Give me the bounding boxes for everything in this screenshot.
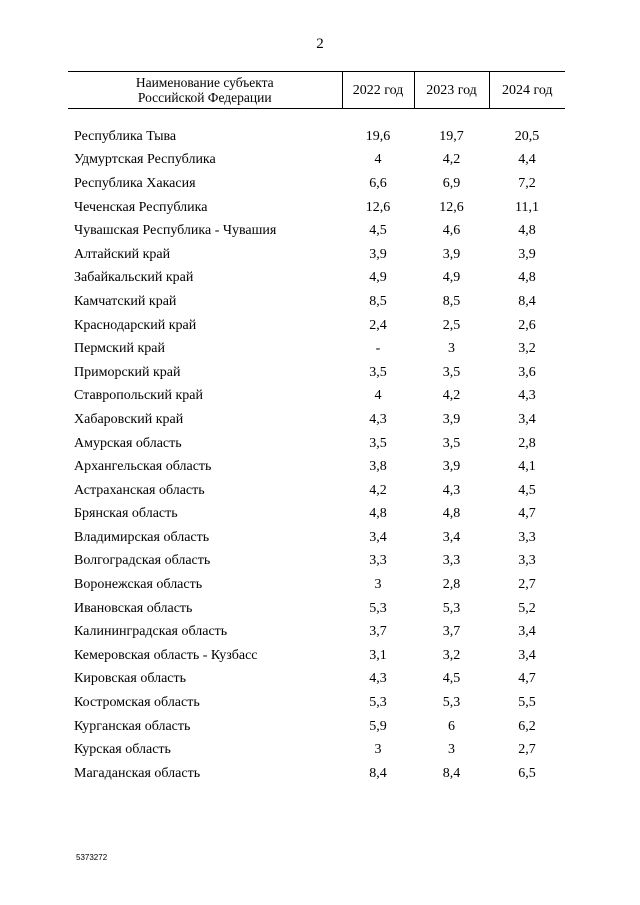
table-row (68, 479, 565, 503)
value-2022-cell: 6,6 (369, 175, 387, 191)
value-2024-cell: 6,2 (518, 718, 536, 734)
table-row (68, 691, 565, 715)
table-spacer (68, 109, 565, 126)
table-row (68, 361, 565, 385)
value-2022-cell: 3 (374, 577, 382, 593)
region-name-cell: Архангельская область (74, 459, 212, 475)
value-2023-cell: 3,3 (442, 553, 461, 569)
value-2022-cell: 19,6 (365, 128, 391, 144)
value-2023-cell: 6,9 (442, 175, 461, 191)
value-2024-cell: 2,7 (518, 577, 536, 593)
value-2023-cell: 4,2 (442, 152, 461, 168)
value-2022-cell: 5,3 (369, 695, 387, 711)
value-2023-cell: 12,6 (439, 199, 464, 215)
value-2024-cell: 7,2 (518, 175, 536, 191)
region-name-cell: Курганская область (74, 718, 191, 734)
region-name-cell: Воронежская область (74, 577, 203, 593)
value-2022-cell: 2,4 (369, 317, 387, 333)
value-2024-cell: 4,1 (518, 459, 536, 475)
table-row (68, 526, 565, 550)
value-2022-cell: 3,8 (369, 459, 387, 475)
table-row (68, 219, 565, 243)
value-2023-cell: 19,7 (439, 128, 464, 144)
table-row (68, 432, 565, 456)
page-number: 2 (316, 36, 324, 52)
table-row (68, 715, 565, 739)
value-2023-cell: 3,5 (442, 435, 461, 451)
value-2022-cell: 3,3 (369, 553, 387, 569)
table-row (68, 149, 565, 173)
region-name-cell: Пермский край (74, 341, 165, 357)
value-2023-cell: 3 (448, 742, 455, 758)
table-row (68, 644, 565, 668)
region-name-cell: Забайкальский край (74, 270, 194, 286)
table-row (68, 290, 565, 314)
region-name-cell: Волгоградская область (74, 553, 211, 569)
value-2023-cell: 5,3 (442, 695, 461, 711)
region-name-cell: Амурская область (74, 435, 182, 451)
value-2024-cell: 3,6 (518, 364, 536, 380)
value-2022-cell: 4 (374, 152, 382, 168)
value-2024-cell: 8,4 (518, 293, 536, 309)
header-region-name-line1: Наименование субъекта (135, 75, 274, 90)
value-2023-cell: 3 (448, 341, 455, 357)
value-2024-cell: 3,4 (518, 624, 536, 640)
value-2024-cell: 2,7 (518, 742, 536, 758)
value-2023-cell: 3,2 (442, 647, 461, 663)
value-2023-cell: 3,9 (442, 246, 461, 262)
value-2024-cell: 4,3 (518, 388, 536, 404)
value-2023-cell: 4,8 (442, 506, 461, 522)
value-2023-cell: 3,9 (442, 411, 461, 427)
value-2022-cell: 3,5 (369, 435, 387, 451)
region-name-cell: Астраханская область (74, 482, 205, 498)
value-2023-cell: 3,9 (442, 459, 461, 475)
value-2023-cell: 2,8 (442, 577, 461, 593)
region-name-cell: Республика Тыва (74, 128, 177, 144)
value-2024-cell: 2,6 (518, 317, 536, 333)
header-year-2023: 2023 год (414, 72, 489, 109)
table-row (68, 573, 565, 597)
region-name-cell: Ставропольский край (74, 388, 203, 404)
value-2024-cell: 20,5 (514, 128, 540, 144)
region-name-cell: Магаданская область (74, 765, 201, 781)
value-2022-cell: 4,9 (369, 270, 387, 286)
region-name-cell: Кировская область (74, 671, 187, 687)
value-2022-cell: 5,3 (369, 600, 387, 616)
region-name-cell: Курская область (74, 742, 171, 758)
table-row (68, 314, 565, 338)
value-2022-cell: 4,3 (369, 411, 387, 427)
table-row (68, 597, 565, 621)
value-2023-cell: 8,5 (442, 293, 461, 309)
value-2022-cell: 3,5 (369, 364, 387, 380)
table-row (68, 620, 565, 644)
table-row (68, 503, 565, 527)
region-name-cell: Владимирская область (74, 529, 210, 545)
table-row (68, 408, 565, 432)
value-2022-cell: 4,2 (369, 482, 387, 498)
region-name-cell: Ивановская область (74, 600, 193, 616)
table-row (68, 668, 565, 692)
value-2022-cell: 3,9 (369, 246, 387, 262)
value-2023-cell: 4,2 (442, 388, 461, 404)
value-2023-cell: 4,9 (442, 270, 461, 286)
value-2022-cell: 4 (374, 388, 382, 404)
region-name-cell: Брянская область (74, 506, 178, 522)
value-2022-cell: 3,7 (369, 624, 387, 640)
header-row (68, 72, 565, 109)
value-2023-cell: 5,3 (442, 600, 461, 616)
table-row (68, 337, 565, 361)
table-row (68, 385, 565, 409)
table-row (68, 125, 565, 149)
header-year-2024: 2024 год (489, 72, 565, 109)
value-2024-cell: 3,2 (518, 341, 536, 357)
header-region-name (68, 72, 342, 109)
region-name-cell: Хабаровский край (74, 411, 184, 427)
region-name-cell: Удмуртская Республика (74, 152, 216, 168)
region-name-cell: Республика Хакасия (74, 175, 196, 191)
region-name-cell: Костромская область (74, 695, 200, 711)
table-row (68, 738, 565, 762)
header-year-2022: 2022 год (342, 72, 414, 109)
value-2024-cell: 3,4 (518, 647, 536, 663)
table-row (68, 267, 565, 291)
value-2024-cell: 3,3 (518, 553, 536, 569)
value-2024-cell: 4,7 (518, 506, 536, 522)
value-2024-cell: 4,8 (518, 223, 536, 239)
value-2024-cell: 5,2 (518, 600, 536, 616)
value-2024-cell: 4,5 (518, 482, 536, 498)
region-name-cell: Краснодарский край (74, 317, 197, 333)
value-2023-cell: 6 (448, 718, 455, 734)
value-2024-cell: 5,5 (518, 695, 536, 711)
value-2024-cell: 4,7 (518, 671, 536, 687)
document-code: 5373272 (76, 853, 108, 862)
value-2022-cell: - (375, 341, 381, 357)
value-2023-cell: 8,4 (442, 765, 461, 781)
region-name-cell: Камчатский край (74, 293, 177, 309)
table-row (68, 196, 565, 220)
value-2022-cell: 3 (374, 742, 382, 758)
value-2024-cell: 2,8 (518, 435, 536, 451)
region-name-cell: Чеченская Республика (74, 199, 208, 215)
value-2023-cell: 3,4 (442, 529, 461, 545)
region-name-cell: Приморский край (74, 364, 181, 380)
value-2022-cell: 12,6 (365, 199, 391, 215)
value-2024-cell: 3,9 (518, 246, 536, 262)
value-2023-cell: 2,5 (442, 317, 461, 333)
value-2022-cell: 4,5 (369, 223, 387, 239)
value-2024-cell: 4,8 (518, 270, 536, 286)
region-name-cell: Чувашская Республика - Чувашия (74, 223, 277, 239)
table-row (68, 762, 565, 786)
value-2024-cell: 6,5 (518, 765, 536, 781)
value-2022-cell: 5,9 (369, 718, 387, 734)
regions-table (68, 71, 565, 786)
header-region-name-line2: Российской Федерации (137, 90, 272, 105)
value-2024-cell: 11,1 (515, 199, 539, 215)
value-2022-cell: 4,3 (369, 671, 387, 687)
value-2022-cell: 8,4 (369, 765, 387, 781)
table-header (68, 72, 565, 109)
value-2023-cell: 4,5 (442, 671, 461, 687)
value-2023-cell: 3,5 (442, 364, 461, 380)
value-2022-cell: 8,5 (369, 293, 387, 309)
region-name-cell: Калининградская область (74, 624, 228, 640)
region-name-cell: Алтайский край (74, 246, 171, 262)
value-2024-cell: 4,4 (518, 152, 536, 168)
table-row (68, 550, 565, 574)
value-2024-cell: 3,3 (518, 529, 536, 545)
value-2024-cell: 3,4 (518, 411, 536, 427)
value-2022-cell: 4,8 (369, 506, 387, 522)
value-2023-cell: 3,7 (442, 624, 461, 640)
table-row (68, 172, 565, 196)
table-row (68, 243, 565, 267)
value-2022-cell: 3,1 (369, 647, 387, 663)
region-name-cell: Кемеровская область - Кузбасс (74, 647, 258, 663)
value-2023-cell: 4,3 (442, 482, 461, 498)
table-row (68, 455, 565, 479)
value-2022-cell: 3,4 (369, 529, 387, 545)
table-body (68, 109, 565, 786)
value-2023-cell: 4,6 (442, 223, 461, 239)
